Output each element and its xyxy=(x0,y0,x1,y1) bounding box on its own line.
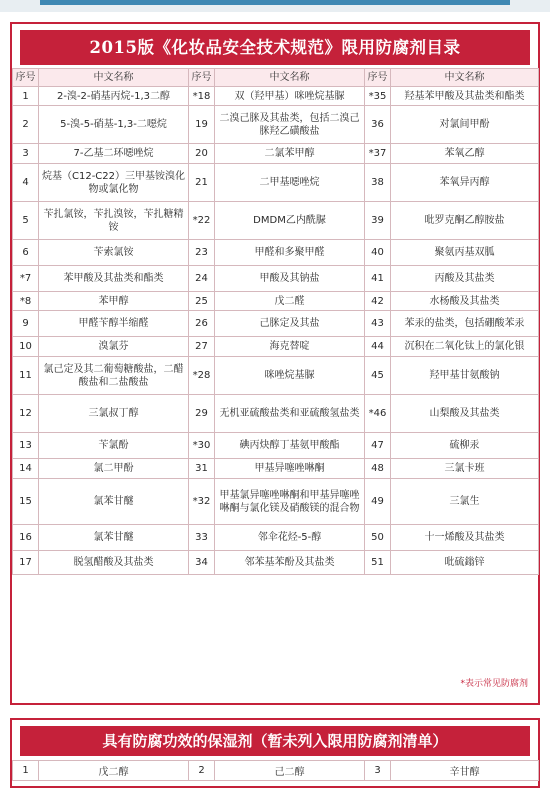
ingredient-name: 甲醛苄醇半缩醛 xyxy=(39,311,189,337)
ingredient-name: 甲基氯异噻唑啉酮和甲基异噻唑啉酮与氯化镁及硝酸镁的混合物 xyxy=(215,479,365,525)
row-number: 24 xyxy=(189,266,215,292)
humectant-row xyxy=(13,761,539,781)
ingredient-name: 甲基异噻唑啉酮 xyxy=(215,459,365,479)
humectant-no: 1 xyxy=(13,761,39,781)
row-number: 27 xyxy=(189,337,215,357)
ingredient-name: 吡硫鎓锌 xyxy=(391,551,539,575)
row-number: 23 xyxy=(189,240,215,266)
ingredient-name: DMDM乙内酰脲 xyxy=(215,202,365,240)
ingredient-name: 苯甲醇 xyxy=(39,292,189,311)
humectant-no: 2 xyxy=(189,761,215,781)
header-name-2: 中文名称 xyxy=(215,69,365,87)
row-number: 40 xyxy=(365,240,391,266)
row-number: *28 xyxy=(189,357,215,395)
row-number: 19 xyxy=(189,106,215,144)
row-number: 20 xyxy=(189,144,215,164)
ingredient-name: 氯苯甘醚 xyxy=(39,479,189,525)
row-number: 50 xyxy=(365,525,391,551)
row-number: 9 xyxy=(13,311,39,337)
ingredient-name: 7-乙基二环噁唑烷 xyxy=(39,144,189,164)
row-number: 1 xyxy=(13,87,39,106)
row-number: *35 xyxy=(365,87,391,106)
table-row xyxy=(13,395,539,433)
ingredient-name: 对氯间甲酚 xyxy=(391,106,539,144)
header-no-2: 序号 xyxy=(189,69,215,87)
row-number: 16 xyxy=(13,525,39,551)
ingredient-name: 甲酸及其钠盐 xyxy=(215,266,365,292)
humectant-title: 具有防腐功效的保湿剂（暂未列入限用防腐剂清单） xyxy=(20,726,530,756)
row-number: 51 xyxy=(365,551,391,575)
row-number: *37 xyxy=(365,144,391,164)
ingredient-name: 羟甲基甘氨酸钠 xyxy=(391,357,539,395)
ingredient-name: 苄氯酚 xyxy=(39,433,189,459)
table-row xyxy=(13,433,539,459)
table-row xyxy=(13,266,539,292)
humectant-name: 辛甘醇 xyxy=(391,761,539,781)
ingredient-name: 三氯生 xyxy=(391,479,539,525)
ingredient-name: 苯汞的盐类，包括硼酸苯汞 xyxy=(391,311,539,337)
row-number: 3 xyxy=(13,144,39,164)
row-number: *30 xyxy=(189,433,215,459)
row-number: 5 xyxy=(13,202,39,240)
header-name-3: 中文名称 xyxy=(391,69,539,87)
ingredient-name: 三氯卡班 xyxy=(391,459,539,479)
row-number: 10 xyxy=(13,337,39,357)
list-title: 2015版《化妆品安全技术规范》限用防腐剂目录 xyxy=(20,30,530,65)
ingredient-name: 吡罗克酮乙醇胺盐 xyxy=(391,202,539,240)
row-number: 13 xyxy=(13,433,39,459)
ingredient-name: 羟基苯甲酸及其盐类和酯类 xyxy=(391,87,539,106)
humectant-no: 3 xyxy=(365,761,391,781)
row-number: 47 xyxy=(365,433,391,459)
row-number: 38 xyxy=(365,164,391,202)
row-number: 41 xyxy=(365,266,391,292)
header-no-3: 序号 xyxy=(365,69,391,87)
table-row xyxy=(13,337,539,357)
row-number: 12 xyxy=(13,395,39,433)
row-number: *7 xyxy=(13,266,39,292)
ingredient-name: 丙酸及其盐类 xyxy=(391,266,539,292)
ingredient-name: 二溴己脒及其盐类，包括二溴己脒羟乙磺酸盐 xyxy=(215,106,365,144)
row-number: 34 xyxy=(189,551,215,575)
ingredient-name: 苄索氯铵 xyxy=(39,240,189,266)
row-number: 17 xyxy=(13,551,39,575)
row-number: 15 xyxy=(13,479,39,525)
ingredient-name: 二甲基噁唑烷 xyxy=(215,164,365,202)
header-no-1: 序号 xyxy=(13,69,39,87)
row-number: 43 xyxy=(365,311,391,337)
row-number: *8 xyxy=(13,292,39,311)
ingredient-name: 苯甲酸及其盐类和酯类 xyxy=(39,266,189,292)
ingredient-name: 海克替啶 xyxy=(215,337,365,357)
row-number: *22 xyxy=(189,202,215,240)
table-row xyxy=(13,357,539,395)
ingredient-name: 溴氯芬 xyxy=(39,337,189,357)
ingredient-name: 聚氨丙基双胍 xyxy=(391,240,539,266)
row-number: 2 xyxy=(13,106,39,144)
row-number: 33 xyxy=(189,525,215,551)
ingredient-name: 氯苯甘醚 xyxy=(39,525,189,551)
row-number: 4 xyxy=(13,164,39,202)
ingredient-name: 戊二醛 xyxy=(215,292,365,311)
table-row xyxy=(13,144,539,164)
humectant-panel xyxy=(10,718,540,788)
humectant-table xyxy=(12,760,539,781)
table-row xyxy=(13,87,539,106)
table-row xyxy=(13,525,539,551)
table-row xyxy=(13,311,539,337)
ingredient-name: 十一烯酸及其盐类 xyxy=(391,525,539,551)
ingredient-name: 苯氧异丙醇 xyxy=(391,164,539,202)
ingredient-name: 二氯苯甲醇 xyxy=(215,144,365,164)
row-number: 31 xyxy=(189,459,215,479)
ingredient-name: 水杨酸及其盐类 xyxy=(391,292,539,311)
row-number: 49 xyxy=(365,479,391,525)
ingredient-name: 咪唑烷基脲 xyxy=(215,357,365,395)
ingredient-name: 山梨酸及其盐类 xyxy=(391,395,539,433)
top-band xyxy=(0,0,550,12)
humectant-name: 戊二醇 xyxy=(39,761,189,781)
ingredient-name: 邻苯基苯酚及其盐类 xyxy=(215,551,365,575)
row-number: 21 xyxy=(189,164,215,202)
ingredient-name: 2-溴-2-硝基丙烷-1,3二醇 xyxy=(39,87,189,106)
table-row xyxy=(13,202,539,240)
ingredient-name: 邻伞花烃-5-醇 xyxy=(215,525,365,551)
row-number: 45 xyxy=(365,357,391,395)
row-number: 14 xyxy=(13,459,39,479)
ingredient-name: 烷基（C12-C22）三甲基铵溴化物或氯化物 xyxy=(39,164,189,202)
footnote: *表示常见防腐剂 xyxy=(460,679,528,689)
humectant-name: 己二醇 xyxy=(215,761,365,781)
top-band-bar xyxy=(40,0,510,5)
table-row xyxy=(13,164,539,202)
row-number: 6 xyxy=(13,240,39,266)
ingredient-name: 苯氧乙醇 xyxy=(391,144,539,164)
ingredient-name: 双（羟甲基）咪唑烷基脲 xyxy=(215,87,365,106)
row-number: 11 xyxy=(13,357,39,395)
ingredient-name: 苄扎氯铵，苄扎溴铵，苄扎糖精铵 xyxy=(39,202,189,240)
table-row xyxy=(13,240,539,266)
ingredient-name: 硫柳汞 xyxy=(391,433,539,459)
ingredient-name: 沉积在二氧化钛上的氯化银 xyxy=(391,337,539,357)
table-row xyxy=(13,106,539,144)
ingredient-name: 三氯叔丁醇 xyxy=(39,395,189,433)
ingredient-name: 5-溴-5-硝基-1,3-二噁烷 xyxy=(39,106,189,144)
preservative-list-panel xyxy=(10,22,540,705)
row-number: *18 xyxy=(189,87,215,106)
table-header-row xyxy=(13,69,539,87)
ingredient-name: 碘丙炔醇丁基氨甲酸酯 xyxy=(215,433,365,459)
ingredient-name: 氯二甲酚 xyxy=(39,459,189,479)
row-number: 42 xyxy=(365,292,391,311)
table-row xyxy=(13,292,539,311)
table-row xyxy=(13,551,539,575)
ingredient-name: 脱氢醋酸及其盐类 xyxy=(39,551,189,575)
row-number: 48 xyxy=(365,459,391,479)
row-number: 39 xyxy=(365,202,391,240)
row-number: 29 xyxy=(189,395,215,433)
ingredient-name: 氯己定及其二葡萄糖酸盐，二醋酸盐和二盐酸盐 xyxy=(39,357,189,395)
table-row xyxy=(13,479,539,525)
row-number: *32 xyxy=(189,479,215,525)
ingredient-name: 己脒定及其盐 xyxy=(215,311,365,337)
row-number: 36 xyxy=(365,106,391,144)
header-name-1: 中文名称 xyxy=(39,69,189,87)
row-number: *46 xyxy=(365,395,391,433)
preservative-table xyxy=(12,68,539,575)
table-row xyxy=(13,459,539,479)
row-number: 26 xyxy=(189,311,215,337)
row-number: 25 xyxy=(189,292,215,311)
ingredient-name: 无机亚硫酸盐类和亚硫酸氢盐类 xyxy=(215,395,365,433)
row-number: 44 xyxy=(365,337,391,357)
ingredient-name: 甲醛和多聚甲醛 xyxy=(215,240,365,266)
